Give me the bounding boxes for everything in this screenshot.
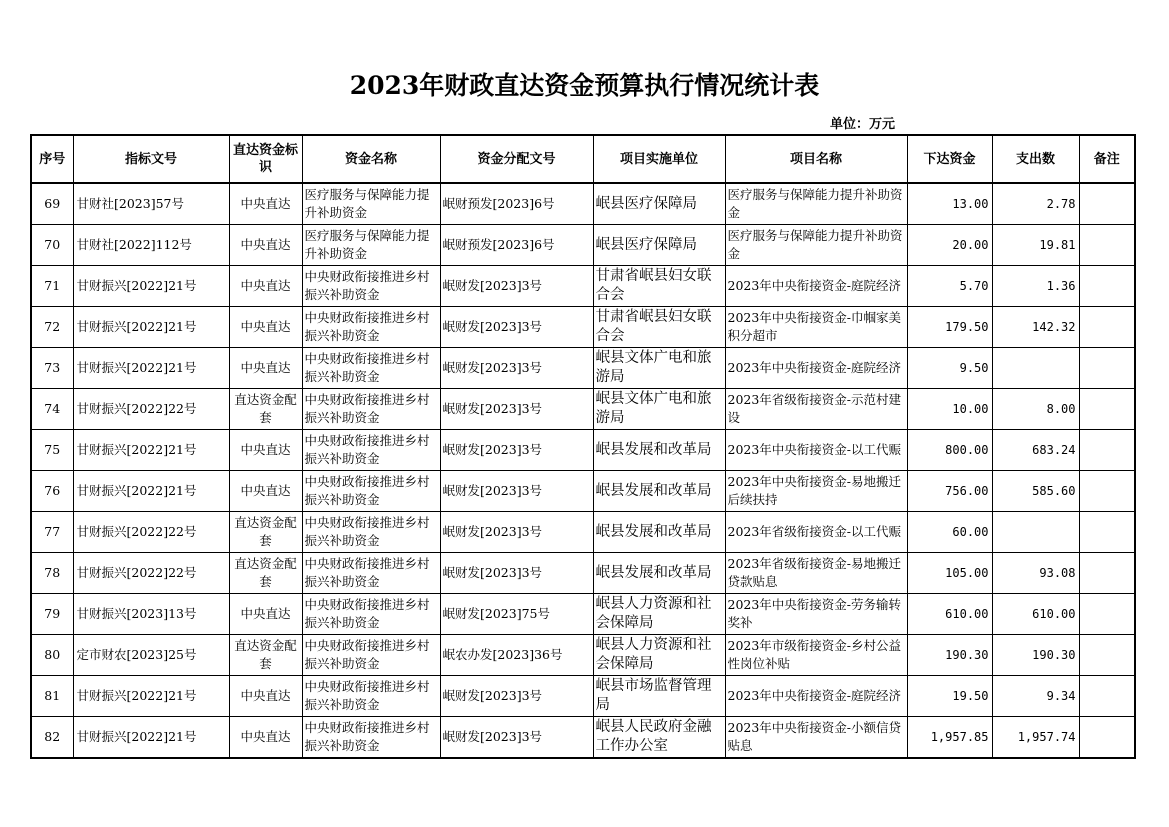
table-body — [31, 183, 1135, 758]
cell-doc: 甘财振兴[2022]21号 — [73, 307, 229, 348]
cell-flag: 中央直达 — [229, 266, 302, 307]
cell-seq: 74 — [31, 389, 73, 430]
cell-seq: 71 — [31, 266, 73, 307]
cell-seq: 78 — [31, 553, 73, 594]
table-row — [31, 348, 1135, 389]
cell-doc: 甘财社[2022]112号 — [73, 225, 229, 266]
cell-issued: 10.00 — [907, 389, 992, 430]
table-row — [31, 717, 1135, 759]
cell-proj: 2023年省级衔接资金-示范村建设 — [725, 389, 907, 430]
cell-org: 岷县人力资源和社会保障局 — [593, 594, 725, 635]
cell-proj: 2023年中央衔接资金-劳务输转奖补 — [725, 594, 907, 635]
table-row — [31, 307, 1135, 348]
cell-spent: 93.08 — [992, 553, 1079, 594]
cell-note — [1079, 676, 1135, 717]
cell-proj: 2023年中央衔接资金-庭院经济 — [725, 348, 907, 389]
cell-flag: 直达资金配套 — [229, 389, 302, 430]
table-row — [31, 183, 1135, 225]
header-alloc: 资金分配文号 — [440, 135, 593, 183]
cell-doc: 甘财振兴[2022]22号 — [73, 512, 229, 553]
cell-alloc: 岷财发[2023]3号 — [440, 430, 593, 471]
cell-proj: 2023年中央衔接资金-巾帼家美积分超市 — [725, 307, 907, 348]
cell-spent: 1,957.74 — [992, 717, 1079, 759]
cell-seq: 76 — [31, 471, 73, 512]
table-row — [31, 266, 1135, 307]
cell-spent: 1.36 — [992, 266, 1079, 307]
cell-alloc: 岷财发[2023]3号 — [440, 512, 593, 553]
cell-seq: 81 — [31, 676, 73, 717]
cell-doc: 甘财社[2023]57号 — [73, 183, 229, 225]
cell-org: 岷县文体广电和旅游局 — [593, 389, 725, 430]
cell-proj: 2023年市级衔接资金-乡村公益性岗位补贴 — [725, 635, 907, 676]
cell-fund: 中央财政衔接推进乡村振兴补助资金 — [302, 594, 440, 635]
cell-note — [1079, 183, 1135, 225]
cell-alloc: 岷财发[2023]3号 — [440, 348, 593, 389]
cell-alloc: 岷财发[2023]3号 — [440, 676, 593, 717]
table-row — [31, 430, 1135, 471]
cell-fund: 医疗服务与保障能力提升补助资金 — [302, 183, 440, 225]
header-fund: 资金名称 — [302, 135, 440, 183]
cell-note — [1079, 471, 1135, 512]
cell-proj: 2023年中央衔接资金-易地搬迁后续扶持 — [725, 471, 907, 512]
header-proj: 项目名称 — [725, 135, 907, 183]
cell-note — [1079, 430, 1135, 471]
cell-org: 甘肃省岷县妇女联合会 — [593, 266, 725, 307]
cell-proj: 2023年省级衔接资金-以工代赈 — [725, 512, 907, 553]
cell-fund: 中央财政衔接推进乡村振兴补助资金 — [302, 717, 440, 759]
header-org: 项目实施单位 — [593, 135, 725, 183]
header-row — [31, 135, 1135, 183]
cell-issued: 60.00 — [907, 512, 992, 553]
table-row — [31, 225, 1135, 266]
cell-fund: 中央财政衔接推进乡村振兴补助资金 — [302, 512, 440, 553]
cell-fund: 中央财政衔接推进乡村振兴补助资金 — [302, 635, 440, 676]
cell-org: 岷县发展和改革局 — [593, 553, 725, 594]
cell-flag: 中央直达 — [229, 183, 302, 225]
cell-flag: 中央直达 — [229, 430, 302, 471]
cell-fund: 中央财政衔接推进乡村振兴补助资金 — [302, 430, 440, 471]
unit-label: 单位：万元 — [829, 117, 895, 132]
cell-seq: 77 — [31, 512, 73, 553]
cell-issued: 800.00 — [907, 430, 992, 471]
cell-flag: 中央直达 — [229, 471, 302, 512]
cell-doc: 定市财农[2023]25号 — [73, 635, 229, 676]
cell-issued: 20.00 — [907, 225, 992, 266]
header-note: 备注 — [1079, 135, 1135, 183]
cell-org: 岷县发展和改革局 — [593, 430, 725, 471]
cell-fund: 中央财政衔接推进乡村振兴补助资金 — [302, 348, 440, 389]
table-row — [31, 389, 1135, 430]
cell-fund: 中央财政衔接推进乡村振兴补助资金 — [302, 389, 440, 430]
cell-spent: 2.78 — [992, 183, 1079, 225]
budget-table — [30, 134, 1136, 759]
cell-spent — [992, 348, 1079, 389]
cell-issued: 756.00 — [907, 471, 992, 512]
cell-alloc: 岷财发[2023]3号 — [440, 471, 593, 512]
cell-proj: 医疗服务与保障能力提升补助资金 — [725, 225, 907, 266]
cell-doc: 甘财振兴[2023]13号 — [73, 594, 229, 635]
cell-doc: 甘财振兴[2022]21号 — [73, 717, 229, 759]
header-spent: 支出数 — [992, 135, 1079, 183]
cell-flag: 直达资金配套 — [229, 553, 302, 594]
cell-alloc: 岷财发[2023]3号 — [440, 389, 593, 430]
table-row — [31, 512, 1135, 553]
cell-alloc: 岷财发[2023]3号 — [440, 717, 593, 759]
cell-seq: 70 — [31, 225, 73, 266]
cell-issued: 19.50 — [907, 676, 992, 717]
cell-seq: 72 — [31, 307, 73, 348]
cell-org: 岷县医疗保障局 — [593, 225, 725, 266]
cell-note — [1079, 717, 1135, 759]
cell-note — [1079, 553, 1135, 594]
cell-issued: 179.50 — [907, 307, 992, 348]
cell-org: 甘肃省岷县妇女联合会 — [593, 307, 725, 348]
cell-flag: 中央直达 — [229, 594, 302, 635]
cell-issued: 1,957.85 — [907, 717, 992, 759]
cell-note — [1079, 635, 1135, 676]
cell-seq: 75 — [31, 430, 73, 471]
cell-proj: 2023年中央衔接资金-庭院经济 — [725, 676, 907, 717]
cell-issued: 9.50 — [907, 348, 992, 389]
cell-doc: 甘财振兴[2022]22号 — [73, 553, 229, 594]
cell-issued: 105.00 — [907, 553, 992, 594]
cell-flag: 直达资金配套 — [229, 512, 302, 553]
cell-note — [1079, 348, 1135, 389]
table-row — [31, 471, 1135, 512]
header-seq: 序号 — [31, 135, 73, 183]
cell-fund: 中央财政衔接推进乡村振兴补助资金 — [302, 676, 440, 717]
cell-seq: 69 — [31, 183, 73, 225]
table-row — [31, 594, 1135, 635]
cell-fund: 医疗服务与保障能力提升补助资金 — [302, 225, 440, 266]
cell-proj: 医疗服务与保障能力提升补助资金 — [725, 183, 907, 225]
cell-alloc: 岷财发[2023]3号 — [440, 266, 593, 307]
cell-flag: 中央直达 — [229, 348, 302, 389]
cell-doc: 甘财振兴[2022]21号 — [73, 348, 229, 389]
cell-doc: 甘财振兴[2022]21号 — [73, 430, 229, 471]
table-row — [31, 676, 1135, 717]
cell-note — [1079, 389, 1135, 430]
cell-org: 岷县发展和改革局 — [593, 471, 725, 512]
cell-spent — [992, 512, 1079, 553]
cell-proj: 2023年省级衔接资金-易地搬迁贷款贴息 — [725, 553, 907, 594]
cell-alloc: 岷财发[2023]3号 — [440, 307, 593, 348]
cell-note — [1079, 266, 1135, 307]
cell-org: 岷县医疗保障局 — [593, 183, 725, 225]
cell-org: 岷县市场监督管理局 — [593, 676, 725, 717]
cell-fund: 中央财政衔接推进乡村振兴补助资金 — [302, 471, 440, 512]
cell-issued: 190.30 — [907, 635, 992, 676]
header-doc: 指标文号 — [73, 135, 229, 183]
cell-seq: 79 — [31, 594, 73, 635]
cell-issued: 5.70 — [907, 266, 992, 307]
cell-note — [1079, 307, 1135, 348]
cell-note — [1079, 594, 1135, 635]
cell-issued: 13.00 — [907, 183, 992, 225]
cell-spent: 9.34 — [992, 676, 1079, 717]
cell-spent: 19.81 — [992, 225, 1079, 266]
cell-doc: 甘财振兴[2022]21号 — [73, 676, 229, 717]
cell-spent: 585.60 — [992, 471, 1079, 512]
cell-flag: 中央直达 — [229, 307, 302, 348]
cell-spent: 610.00 — [992, 594, 1079, 635]
cell-org: 岷县发展和改革局 — [593, 512, 725, 553]
cell-seq: 73 — [31, 348, 73, 389]
cell-spent: 190.30 — [992, 635, 1079, 676]
cell-spent: 8.00 — [992, 389, 1079, 430]
cell-flag: 中央直达 — [229, 225, 302, 266]
page-title: 2023年财政直达资金预算执行情况统计表 — [349, 71, 820, 100]
cell-note — [1079, 512, 1135, 553]
cell-org: 岷县人力资源和社会保障局 — [593, 635, 725, 676]
cell-alloc: 岷财发[2023]75号 — [440, 594, 593, 635]
cell-issued: 610.00 — [907, 594, 992, 635]
cell-alloc: 岷财预发[2023]6号 — [440, 183, 593, 225]
cell-alloc: 岷财发[2023]3号 — [440, 553, 593, 594]
table-row — [31, 553, 1135, 594]
cell-doc: 甘财振兴[2022]22号 — [73, 389, 229, 430]
cell-seq: 82 — [31, 717, 73, 759]
cell-proj: 2023年中央衔接资金-以工代赈 — [725, 430, 907, 471]
cell-flag: 直达资金配套 — [229, 635, 302, 676]
header-flag: 直达资金标识 — [229, 135, 302, 183]
cell-seq: 80 — [31, 635, 73, 676]
cell-note — [1079, 225, 1135, 266]
cell-doc: 甘财振兴[2022]21号 — [73, 266, 229, 307]
cell-org: 岷县文体广电和旅游局 — [593, 348, 725, 389]
cell-alloc: 岷农办发[2023]36号 — [440, 635, 593, 676]
cell-alloc: 岷财预发[2023]6号 — [440, 225, 593, 266]
cell-fund: 中央财政衔接推进乡村振兴补助资金 — [302, 553, 440, 594]
cell-proj: 2023年中央衔接资金-小额信贷贴息 — [725, 717, 907, 759]
table-row — [31, 635, 1135, 676]
cell-spent: 142.32 — [992, 307, 1079, 348]
cell-flag: 中央直达 — [229, 717, 302, 759]
cell-flag: 中央直达 — [229, 676, 302, 717]
header-issued: 下达资金 — [907, 135, 992, 183]
cell-proj: 2023年中央衔接资金-庭院经济 — [725, 266, 907, 307]
cell-fund: 中央财政衔接推进乡村振兴补助资金 — [302, 266, 440, 307]
cell-org: 岷县人民政府金融工作办公室 — [593, 717, 725, 759]
cell-spent: 683.24 — [992, 430, 1079, 471]
cell-fund: 中央财政衔接推进乡村振兴补助资金 — [302, 307, 440, 348]
cell-doc: 甘财振兴[2022]21号 — [73, 471, 229, 512]
